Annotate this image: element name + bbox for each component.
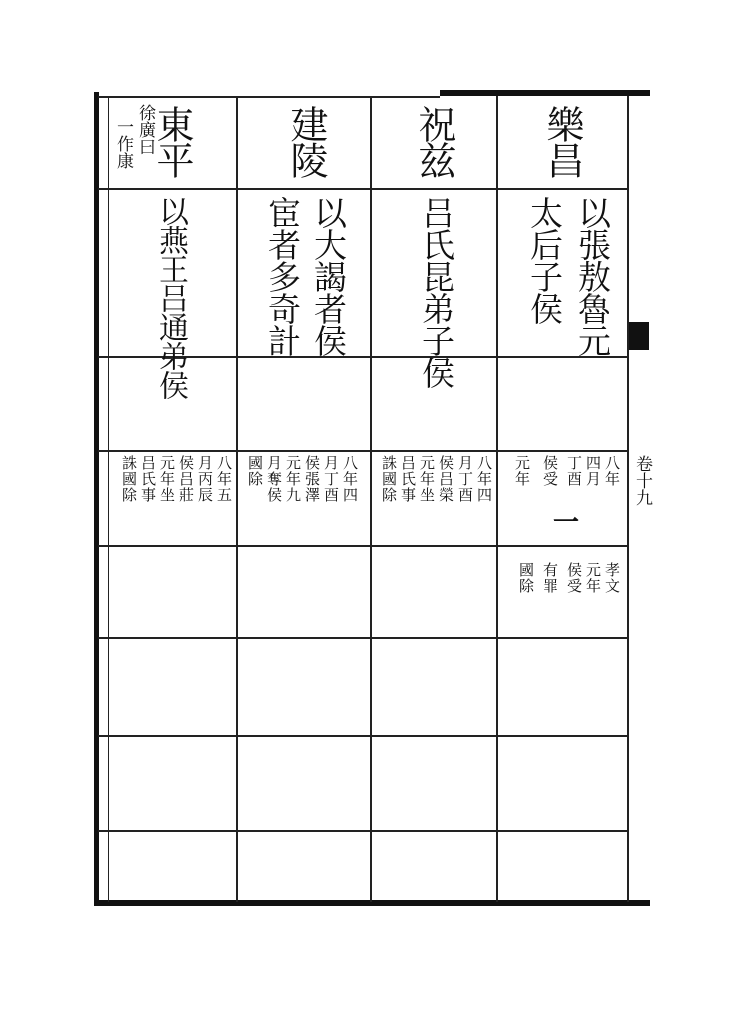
header-dongping-note-2: 一作康 (113, 118, 133, 169)
header-jianling: 建陵 (284, 105, 328, 177)
reign-dongping-line: 誅國除 (120, 455, 138, 503)
reign-lechang-mark: 一 (553, 508, 580, 538)
reign-jianling-line: 月丁酉 (322, 455, 340, 503)
reign-dongping-line: 八年五 (215, 455, 233, 503)
row-divider (98, 830, 629, 832)
later-lechang-line: 孝文 (603, 562, 621, 594)
col-divider (496, 96, 498, 902)
top-border-left (98, 96, 440, 98)
reign-dongping-line: 元年坐 (158, 455, 176, 503)
lineage-lechang-1: 以張敖魯元 (573, 196, 612, 356)
reign-lechang-line: 丁酉 (565, 455, 583, 487)
reign-dongping-line: 侯吕莊 (177, 455, 195, 503)
reign-dongping-line: 吕氏事 (139, 455, 157, 503)
col-divider (370, 96, 372, 902)
header-dongping-note-1: 徐廣曰 (135, 104, 155, 155)
reign-zhuzi-line: 月丁酉 (456, 455, 474, 503)
reign-zhuzi-line: 侯吕榮 (437, 455, 455, 503)
row-divider (98, 637, 629, 639)
reign-lechang-line: 侯受 (541, 455, 559, 487)
right-border (627, 96, 629, 902)
lineage-jianling-2: 宦者多奇計 (263, 196, 302, 356)
left-border (94, 92, 99, 904)
reign-zhuzi-line: 誅國除 (380, 455, 398, 503)
reign-lechang-line: 元年 (513, 455, 531, 487)
col-divider (108, 96, 109, 902)
later-lechang-line: 侯受 (565, 562, 583, 594)
reign-jianling-line: 元年九 (284, 455, 302, 503)
later-lechang-line: 元年 (584, 562, 602, 594)
col-divider (236, 96, 238, 902)
lineage-dongping-1: 以燕王吕通弟侯 (153, 196, 188, 399)
reign-jianling-line: 國除 (246, 455, 264, 487)
folio-label: 卷十九 (632, 455, 652, 506)
later-lechang-line: 國除 (517, 562, 535, 594)
row-divider (98, 188, 629, 190)
reign-jianling-line: 八年四 (341, 455, 359, 503)
row-divider (98, 735, 629, 737)
row-divider (98, 545, 629, 547)
fish-tail (629, 322, 649, 350)
header-dongping: 東平 (150, 105, 194, 177)
lineage-lechang-2: 太后子侯 (525, 196, 564, 324)
reign-lechang-line: 八年 (603, 455, 621, 487)
bottom-border (94, 900, 650, 906)
header-zhuzi: 祝兹 (412, 105, 456, 177)
reign-jianling-line: 月奪侯 (265, 455, 283, 503)
header-lechang: 樂昌 (540, 105, 584, 177)
lineage-zhuzi-1: 吕氏昆弟子侯 (417, 196, 456, 388)
later-lechang-line: 有罪 (541, 562, 559, 594)
reign-jianling-line: 侯張澤 (303, 455, 321, 503)
reign-dongping-line: 月丙辰 (196, 455, 214, 503)
reign-zhuzi-line: 元年坐 (418, 455, 436, 503)
reign-zhuzi-line: 吕氏事 (399, 455, 417, 503)
reign-zhuzi-line: 八年四 (475, 455, 493, 503)
reign-lechang-line: 四月 (584, 455, 602, 487)
lineage-jianling-1: 以大謁者侯 (309, 196, 348, 356)
row-divider (98, 450, 629, 452)
top-border (440, 90, 650, 96)
